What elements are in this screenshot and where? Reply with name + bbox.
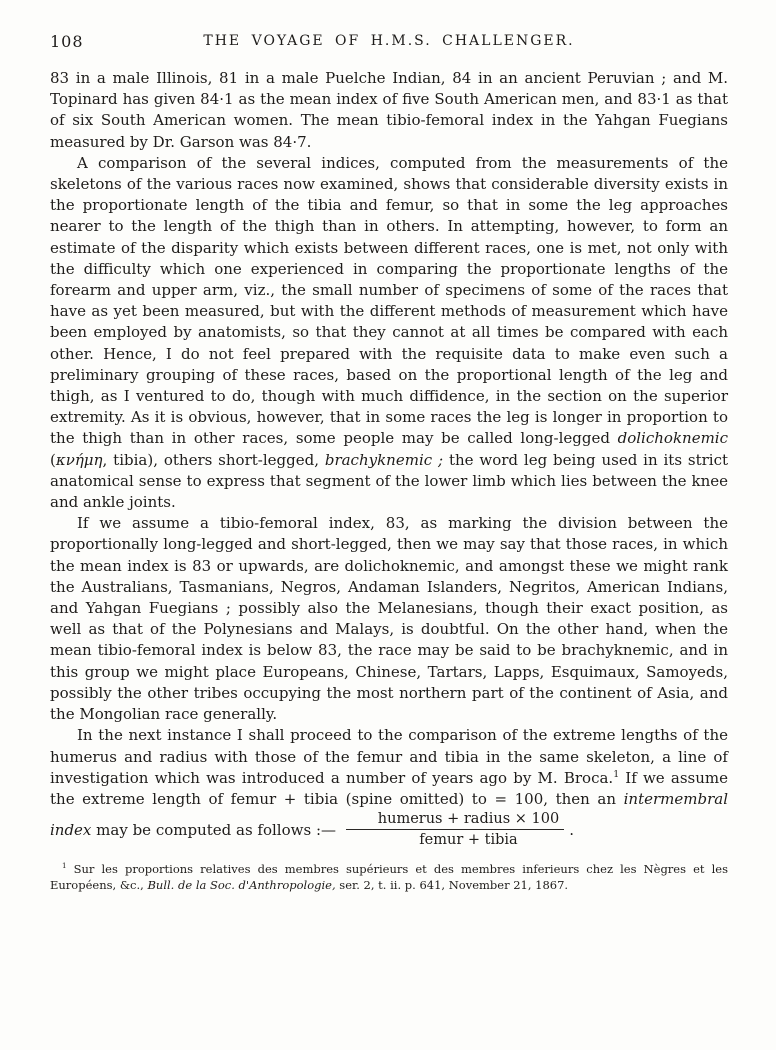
body-text (50, 68, 728, 852)
running-title: THE VOYAGE OF H.M.S. CHALLENGER. (203, 33, 575, 49)
paragraph-tibio-femoral-indices: 83 in a male Illinois, 81 in a male Puelche Indian, 84 in an ancient Peruvian ; and M. Topinard has given 84·1 as the mean index of five South American men, and 83·1 as that of six South American women. The mean tibio-femoral index in the Yahgan Fuegians measured by Dr. Garson was 84·7. (50, 69, 728, 151)
formula-numerator: humerus + radius × 100 (346, 810, 564, 830)
intermembral-index-formula (346, 810, 564, 849)
footnote (50, 861, 728, 893)
footnote-broca-reference: $^1$ Sur les proportions relatives des membres supérieurs et des membres inferieurs chez les Nègres et les Européens, &c., Bull. de la Soc. d'Anthropologie, ser. 2, t. ii. p. 641, November 21, 1867. (50, 861, 728, 893)
paragraph-dolichoknemic-brachyknemic-grouping: If we assume a tibio-femoral index, 83, as marking the division between the proportionally long-legged and short-legged, then we may say that those races, in which the mean index is 83 or upwards, are dolichoknemic, and amongst these we might rank the Australians, Tasmanians, Negros, Andaman Islanders, Negritos, American Indians, and Yahgan Fuegians ; possibly also the Melanesians, though their exact position, as well as that of the Polynesians and Malays, is doubtful. On the other hand, when the mean tibio-femoral index is below 83, the race may be said to be brachyknemic, and in this group we might place Europeans, Chinese, Tartars, Lapps, Esquimaux, Samoyeds, possibly the other tribes occupying the most northern part of the continent of Asia, and the Mongolian race generally. (50, 514, 728, 724)
paragraph-intermembral-index-text: In the next instance I shall proceed to the comparison of the extreme lengths of the humerus and radius with those of the femur and tibia in the same skeleton, a line of investigation which was introduced a number of years ago by M. Broca.$^1$ If we assume the extreme length of femur + tibia (spine omitted) to = 100, then an intermembral index may be computed as follows :— (50, 726, 728, 840)
paragraph-intermembral-index (50, 725, 728, 852)
page-header (50, 32, 728, 54)
formula-denominator: femur + tibia (419, 832, 518, 849)
paragraph-comparison-of-indices: A comparison of the several indices, computed from the measurements of the skeletons of the various races now examined, shows that considerable diversity exists in the proportionate length of the tibia and femur, so that in some the leg approaches nearer to the length of the thigh than in others. In attempting, however, to form an estimate of the disparity which exists between different races, one is met, not only with the difficulty which one experienced in comparing the proportionate lengths of the forearm and upper arm, viz., the small number of specimens of some of the races that have as yet been measured, but with the different methods of measurement which have been employed by anatomists, so that they cannot at all times be compared with each other. Hence, I do not feel prepared with the requisite data to make even such a preliminary grouping of these races, based on the proportional length of the leg and thigh, as I ventured to do, though with much diffidence, in the section on the superior extremity. As it is obvious, however, that in some races the leg is longer in proportion to the thigh than in other races, some people may be called long-legged dolichoknemic (κνήμη, tibia), others short-legged, brachyknemic ; the word leg being used in its strict anatomical sense to express that segment of the lower limb which lies between the knee and ankle joints. (50, 153, 729, 512)
formula-trailing-period: . (569, 821, 574, 840)
page-number: 108 (50, 32, 84, 51)
